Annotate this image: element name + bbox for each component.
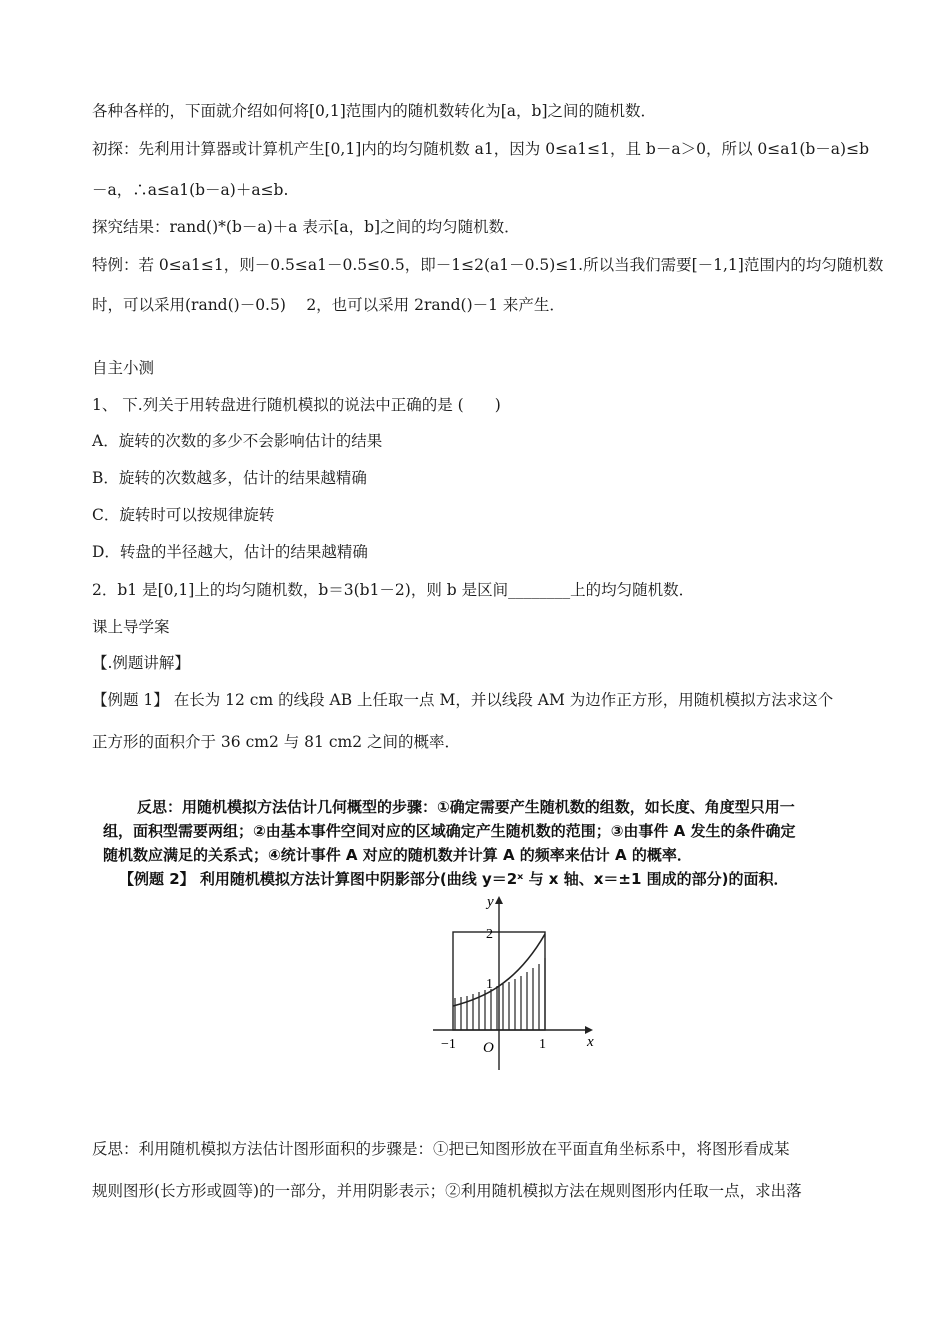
y-axis-arrow: [495, 896, 503, 904]
x-tick-neg1: −1: [441, 1037, 456, 1052]
shaded-area-figure: [425, 894, 605, 1074]
intro-line-2: 初探：先利用计算器或计算机产生[0,1]内的均匀随机数 a1，因为 0≤a1≤1，且 b－a＞0，所以 0≤a1(b－a)≤b: [92, 140, 870, 158]
option-a: A．旋转的次数的多少不会影响估计的结果: [92, 432, 383, 450]
x-axis-label: x: [587, 1034, 594, 1050]
intro-line-6: 时，可以采用(rand()－0.5) 2，也可以采用 2rand()－1 来产生．: [92, 296, 565, 314]
intro-line-5: 特例：若 0≤a1≤1，则－0.5≤a1－0.5≤0.5，即－1≤2(a1－0.5)≤1.所以当我们需要[－1,1]范围内的均匀随机数: [92, 256, 884, 274]
option-c: C．旋转时可以按规律旋转: [92, 506, 275, 524]
intro-line-4: 探究结果：rand()*(b－a)＋a 表示[a，b]之间的均匀随机数．: [92, 218, 520, 236]
shaded-region: [455, 958, 545, 1030]
y-axis-label: y: [487, 894, 494, 910]
origin-label: O: [483, 1040, 494, 1056]
example-2-line: 【例题 2】 利用随机模拟方法计算图中阴影部分(曲线 y＝2ˣ 与 x 轴、x＝±1 围成的部分)的面积．: [119, 870, 789, 888]
section-heading: 【.例题讲解】: [92, 654, 190, 672]
question-2: 2．b1 是[0,1]上的均匀随机数，b＝3(b1－2)，则 b 是区间________上的均匀随机数．: [92, 581, 695, 599]
reflection-line-2: 规则图形(长方形或圆等)的一部分，并用阴影表示；②利用随机模拟方法在规则图形内任取一点，求出落: [92, 1182, 802, 1200]
example-1-line-1: 【例题 1】 在长为 12 cm 的线段 AB 上任取一点 M，并以线段 AM 为边作正方形，用随机模拟方法求这个: [92, 691, 834, 709]
reflection-line-1: 反思：利用随机模拟方法估计图形面积的步骤是：①把已知图形放在平面直角坐标系中，将图形看成某: [92, 1140, 790, 1158]
y-tick-2: 2: [486, 927, 493, 942]
self-test-heading: 自主小测: [92, 359, 155, 377]
option-b: B．旋转的次数越多，估计的结果越精确: [92, 469, 367, 487]
scan-reflection-line-2: 组，面积型需要两组；②由基本事件空间对应的区域确定产生随机数的范围；③由事件 A 发生的条件确定: [103, 822, 796, 840]
option-d: D．转盘的半径越大，估计的结果越精确: [92, 543, 368, 561]
intro-line-1: 各种各样的，下面就介绍如何将[0,1]范围内的随机数转化为[a，b]之间的随机数．: [92, 102, 657, 120]
x-axis-arrow: [585, 1026, 593, 1034]
scan-reflection-line-1: 反思：用随机模拟方法估计几何概型的步骤：①确定需要产生随机数的组数，如长度、角度型只用一: [137, 798, 795, 816]
example-1-line-2: 正方形的面积介于 36 cm2 与 81 cm2 之间的概率．: [92, 733, 460, 751]
scan-reflection-line-3: 随机数应满足的关系式；④统计事件 A 对应的随机数并计算 A 的频率来估计 A 的概率．: [103, 846, 692, 864]
x-tick-1: 1: [539, 1037, 546, 1052]
class-heading: 课上导学案: [92, 618, 170, 636]
question-1: 1、 下.列关于用转盘进行随机模拟的说法中正确的是 ( ): [92, 396, 501, 414]
scanned-image: [103, 790, 863, 1090]
y-tick-1: 1: [486, 977, 493, 992]
intro-line-3: －a，∴a≤a1(b－a)＋a≤b.: [92, 181, 289, 199]
